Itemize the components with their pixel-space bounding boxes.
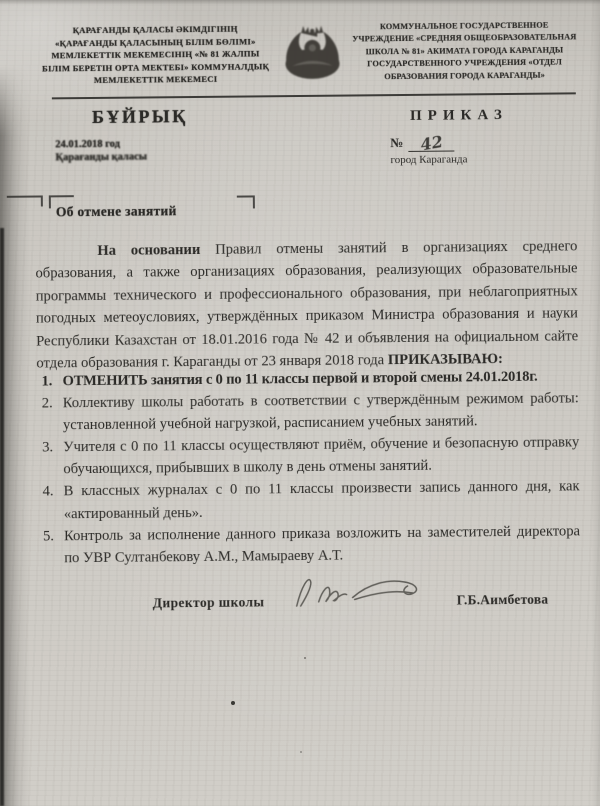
org-name-kk-line: МЕМЛЕКЕТТІК МЕКЕМЕСІ — [93, 74, 218, 86]
signature-block — [39, 583, 582, 648]
scan-shadow-right — [591, 0, 600, 806]
org-name-ru-line: ОБРАЗОВАНИЯ ГОРОДА КАРАГАНДЫ» — [384, 70, 546, 81]
letterhead — [33, 19, 582, 87]
org-name-russian — [347, 19, 582, 84]
org-name-ru-line: УЧРЕЖДЕНИЕ «СРЕДНЯЯ ОБЩЕОБРАЗОВАТЕЛЬНАЯ — [352, 32, 577, 44]
order-item — [38, 520, 580, 569]
item-number: 3. — [42, 439, 54, 456]
number-underline — [408, 131, 454, 155]
handwritten-signature-icon — [284, 567, 445, 624]
order-place-kazakh: Қарағанды қаласы — [55, 151, 148, 164]
item-text: ОТМЕНИТЬ занятия с 0 по 11 классы первой и второй смены 24.01.2018г. — [62, 368, 538, 390]
preamble-lead: На основании — [97, 241, 201, 259]
preamble-keyword: ПРИКАЗЫВАЮ: — [387, 351, 503, 369]
order-item — [37, 387, 579, 436]
scan-speck — [304, 657, 306, 659]
org-name-ru-line: ШКОЛА № 81» АКИМАТА ГОРОДА КАРАГАНДЫ — [365, 45, 564, 57]
scan-edge-strip — [0, 228, 4, 806]
order-number — [390, 132, 454, 153]
corner-mark — [237, 195, 255, 208]
signer-name: Г.Б.Аимбетова — [456, 591, 549, 608]
org-name-ru-line: КОММУНАЛЬНОЕ ГОСУДАРСТВЕННОЕ — [379, 20, 549, 32]
preamble-text: Правил отмены занятий в организациях среднего образования, а также организациях образования, реализующих образовательные программы технического и профессионального образования, при неблагоприятных погодных метеоусловиях, утверждённых приказом Министра образования и науки Республики Казахстан от 18.01.2016 года № 42 и объявления на официальном сайте отдела образования г. Караганды от 23 января 2018 года — [35, 238, 579, 372]
org-name-kk-line: ҚАРАҒАНДЫ ҚАЛАСЫ ӘКІМДІГІНІҢ — [72, 23, 238, 36]
item-number: 1. — [41, 373, 53, 390]
handwritten-order-number: 42 — [419, 131, 445, 155]
kazakhstan-state-emblem-icon — [277, 22, 348, 86]
order-date: 24.01.2018 год — [55, 138, 120, 151]
order-title-kazakh: БҰЙРЫҚ — [91, 106, 188, 127]
number-sign: № — [390, 134, 404, 151]
org-name-kazakh — [33, 22, 278, 87]
corner-mark — [7, 195, 43, 206]
item-number: 4. — [42, 483, 54, 500]
order-items-list — [36, 365, 580, 569]
signer-role: Директор школы — [152, 594, 265, 611]
order-preamble — [35, 235, 578, 375]
letterhead-divider — [52, 92, 576, 99]
item-text: Учителя с 0 по 11 классы осуществляют приём, обучение и безопасную отправку обучающихся, прибывших в школу в день отмены занятий. — [63, 434, 580, 478]
item-text: В классных журналах с 0 по 11 классы произвести запись данного дня, как «актированный день». — [63, 478, 580, 522]
scan-shadow-top — [0, 0, 600, 5]
item-text: Коллективу школы работать в соответствии с утверждённым режимом работы: установленной учебной нагрузкой, расписанием учебных занятий. — [62, 390, 579, 434]
order-item — [37, 432, 579, 481]
order-item — [38, 476, 580, 525]
item-number: 5. — [42, 528, 55, 545]
order-subject: Об отмене занятий — [55, 203, 177, 220]
org-name-kk-line: «ҚАРАҒАНДЫ ҚАЛАСЫНЫҢ БІЛІМ БӨЛІМІ» — [54, 36, 256, 48]
scan-speck — [300, 751, 302, 753]
order-title-russian: ПРИКАЗ — [409, 106, 508, 124]
scan-speck — [231, 701, 235, 705]
order-place-russian: город Караганда — [390, 153, 468, 167]
item-number: 2. — [41, 395, 53, 412]
org-name-ru-line: ГОСУДАРСТВЕННОГО УЧРЕЖДЕНИЯ «ОТДЕЛ — [367, 57, 562, 69]
item-text: Контроль за исполнение данного приказа возложить на заместителей директора по УВР Султанбекову А.М., Мамыраеву А.Т. — [63, 522, 581, 567]
org-name-kk-line: МЕМЛЕКЕТТІК МЕКЕМЕСІНІҢ «№ 81 ЖАЛПЫ — [51, 48, 260, 61]
org-name-kk-line: БІЛІМ БЕРЕТІН ОРТА МЕКТЕБІ» КОММУНАЛДЫҚ — [42, 61, 270, 74]
